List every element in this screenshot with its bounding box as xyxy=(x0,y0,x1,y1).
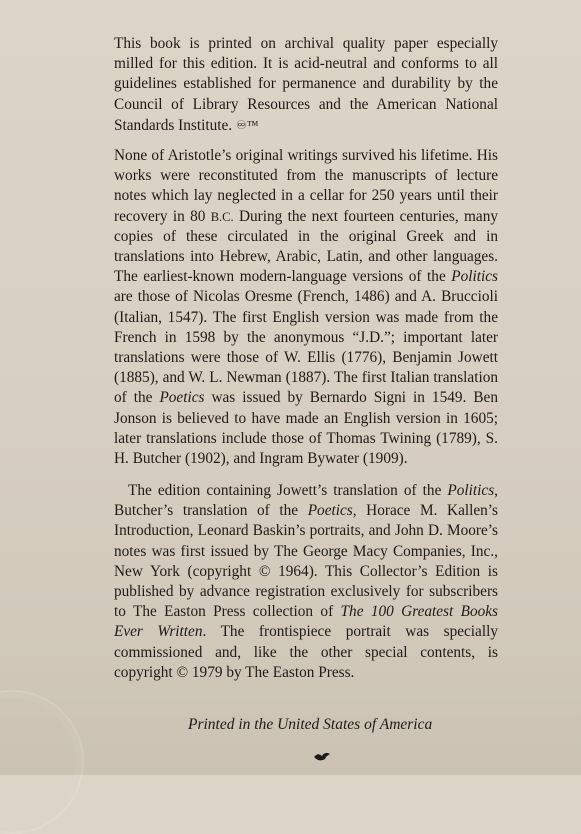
translation-history-paragraph xyxy=(114,146,498,469)
permanence-symbol-icon: ♾™ xyxy=(235,117,259,132)
edition-paragraph xyxy=(114,481,498,683)
edition-poetics-title: Poetics xyxy=(307,502,353,520)
edition-text-2: , Butcher’s translation of the xyxy=(114,482,498,520)
embossed-seal xyxy=(0,690,84,834)
poetics-title: Poetics xyxy=(159,389,205,407)
edition-text-4: . The frontispiece portrait was specially commissioned and, like the other special contents, is copyright © 1979 by The Easton Press. xyxy=(114,623,498,681)
history-text-1: None of Aristotle’s original writings survived his lifetime. His works were reconstituted from the manuscripts of lecture notes which lay neglected in a cellar for 250 years until their recovery in 80 xyxy=(114,147,498,225)
archival-paper-notice xyxy=(114,34,498,136)
printed-in-usa: Printed in the United States of America xyxy=(188,716,433,733)
bird-ornament-icon xyxy=(313,750,331,762)
history-text-4: was issued by Bernardo Signi in 1549. Ben Jonson is believed to have made an English version in 1605; later translations include those of Thomas Twining (1789), S. H. Butcher (1902), and Ingram Bywater (1909). xyxy=(114,389,498,468)
series-title: The 100 Greatest Books Ever Written xyxy=(114,603,499,641)
history-bc: B.C. xyxy=(210,209,234,224)
edition-text-1: The edition containing Jowett’s translation of the xyxy=(128,482,448,499)
history-text-3: are those of Nicolas Oresme (French, 1486) and A. Bruccioli (Italian, 1547). The first English version was made from the French in 1598 by the anonymous “J.D.”; important later translations were those of W. Ellis (1776), Benjamin Jowett (1885), and W. L. Newman (1887). The first Italian translation of the xyxy=(114,288,498,407)
edition-text-3: , Horace M. Kallen’s Introduction, Leonard Baskin’s portraits, and John D. Moore’s notes was first issued by The George Macy Companies, Inc., New York (copyright © 1964). This Collector’s Edition is published by advance registration exclusively for subscribers to The Easton Press collection of xyxy=(114,502,498,621)
politics-title: Politics xyxy=(451,268,498,286)
history-text-2: During the next fourteen centuries, many copies of these circulated in the original Greek and in translations into Hebrew, Arabic, Latin, and other languages. The earliest-known modern-language versions of the xyxy=(114,207,498,286)
archival-notice-text: This book is printed on archival quality paper especially milled for this edition. It is acid-neutral and conforms to all guidelines established for permanence and durability by the Council of Library Resources and the American National Standards Institute. xyxy=(114,35,498,134)
edition-politics-title: Politics xyxy=(447,482,495,499)
